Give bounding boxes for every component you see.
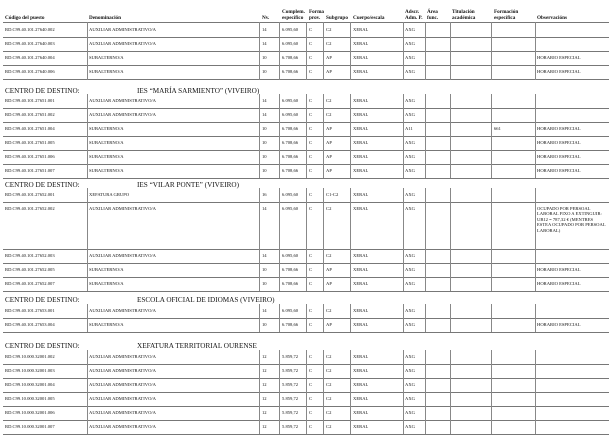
cell-forma-prov: C <box>309 396 313 401</box>
column-divider <box>403 22 404 80</box>
cell-adscripcion: AXG <box>405 354 415 359</box>
cell-complemento: 6.708,66 <box>282 154 299 159</box>
cell-subgrupo: AP <box>326 281 332 286</box>
column-divider <box>279 188 280 291</box>
column-divider <box>425 22 426 80</box>
column-divider <box>279 304 280 332</box>
cell-adscripcion: AXG <box>405 396 415 401</box>
column-divider <box>535 304 536 332</box>
cell-nivel: 10 <box>262 69 267 74</box>
column-divider <box>306 94 307 178</box>
cell-subgrupo: AP <box>326 267 332 272</box>
header-titulacion-l2: académica <box>452 15 476 21</box>
cell-denominacion: AUXILIAR ADMINISTRATIVO/A <box>89 382 156 387</box>
cell-forma-prov: C <box>309 281 313 286</box>
cell-nivel: 10 <box>262 126 267 131</box>
column-divider <box>306 22 307 80</box>
cell-codigo: RD.C99.40.101.27652.003 <box>5 253 55 258</box>
cell-complemento: 5.859,72 <box>282 396 299 401</box>
cell-cuerpo: XERAL <box>353 267 369 272</box>
cell-codigo: RD.C99.10.000.32001.004 <box>5 382 55 387</box>
column-divider <box>350 94 351 178</box>
cell-cuerpo: XERAL <box>353 424 369 429</box>
cell-forma-prov: C <box>309 308 313 313</box>
cell-adscripcion: AXG <box>405 206 415 211</box>
cell-denominacion: SUBALTERNO/A <box>89 267 124 272</box>
cell-codigo: RD.C99.40.101.27651.001 <box>5 98 55 103</box>
cell-cuerpo: XERAL <box>353 69 369 74</box>
cell-complemento: 6.708,66 <box>282 126 299 131</box>
cell-forma-prov: C <box>309 154 313 159</box>
cell-codigo: RD.C99.40.101.27653.001 <box>5 308 55 313</box>
cell-observaciones: HORARIO ESPECIAL <box>537 140 581 145</box>
cell-denominacion: AUXILIAR ADMINISTRATIVO/A <box>89 253 156 258</box>
cell-adscripcion: AXG <box>405 281 415 286</box>
column-divider <box>87 188 88 291</box>
cell-forma-prov: C <box>309 322 313 327</box>
cell-nivel: 12 <box>262 424 267 429</box>
cell-complemento: 6.095,60 <box>282 112 299 117</box>
centro-label: CENTRO DE DESTINO: <box>5 87 80 95</box>
cell-nivel: 12 <box>262 368 267 373</box>
cell-adscripcion: A11 <box>405 126 413 131</box>
column-divider <box>403 188 404 291</box>
cell-denominacion: AUXILIAR ADMINISTRATIVO/A <box>89 206 156 211</box>
column-divider <box>259 22 260 80</box>
column-divider <box>279 22 280 80</box>
cell-subgrupo: C2 <box>326 41 332 46</box>
cell-codigo: RD.C99.10.000.32001.002 <box>5 354 55 359</box>
cell-codigo: RD.C99.40.101.27640.002 <box>5 27 55 32</box>
header-observaciones: Observacións <box>537 15 567 21</box>
cell-cuerpo: XERAL <box>353 41 369 46</box>
cell-adscripcion: AXG <box>405 140 415 145</box>
cell-complemento: 6.095,60 <box>282 308 299 313</box>
cell-denominacion: AUXILIAR ADMINISTRATIVO/A <box>89 98 156 103</box>
column-divider <box>323 22 324 80</box>
column-divider <box>491 22 492 80</box>
column-divider <box>535 350 536 434</box>
cell-forma-prov: C <box>309 253 313 258</box>
cell-adscripcion: AXG <box>405 322 415 327</box>
cell-subgrupo: AP <box>326 126 332 131</box>
cell-forma-prov: C <box>309 112 313 117</box>
column-divider <box>491 188 492 291</box>
column-divider <box>350 188 351 291</box>
cell-codigo: RD.C99.40.101.27640.004 <box>5 55 55 60</box>
cell-nivel: 10 <box>262 322 267 327</box>
cell-forma-prov: C <box>309 69 313 74</box>
cell-subgrupo: C2 <box>326 98 332 103</box>
cell-codigo: RD.C99.40.101.27651.002 <box>5 112 55 117</box>
centro-label: CENTRO DE DESTINO: <box>5 296 80 304</box>
cell-observaciones: HORARIO ESPECIAL <box>537 154 581 159</box>
column-divider <box>279 350 280 434</box>
cell-denominacion: SUBALTERNO/A <box>89 281 124 286</box>
centro-name: IES “VILAR PONTE” (VIVEIRO) <box>137 181 240 189</box>
cell-codigo: RD.C99.40.101.27651.007 <box>5 168 55 173</box>
column-divider <box>535 94 536 178</box>
cell-complemento: 5.859,72 <box>282 382 299 387</box>
cell-forma-prov: C <box>309 267 313 272</box>
row-divider <box>3 291 609 292</box>
cell-codigo: RD.C99.40.101.27652.001 <box>5 192 55 197</box>
header-formacion-l1: Formación <box>494 9 519 15</box>
cell-subgrupo: C1-C2 <box>326 192 339 197</box>
cell-complemento: 6.095,60 <box>282 41 299 46</box>
cell-denominacion: AUXILIAR ADMINISTRATIVO/A <box>89 368 156 373</box>
cell-codigo: RD.C99.40.101.27640.003 <box>5 41 55 46</box>
cell-denominacion: SUBALTERNO/A <box>89 168 124 173</box>
cell-denominacion: AUXILIAR ADMINISTRATIVO/A <box>89 112 156 117</box>
column-divider <box>350 304 351 332</box>
column-divider <box>306 304 307 332</box>
column-divider <box>279 94 280 178</box>
cell-observaciones: OCUPADO POR PERSOAL LABORAL FIXO A EXTINGUIR: UB12 = 787,32 € (MENTRES ESTEA OCUPADO POR PERSOAL LABORAL) <box>537 206 606 233</box>
cell-complemento: 5.859,72 <box>282 354 299 359</box>
cell-denominacion: AUXILIAR ADMINISTRATIVO/A <box>89 354 156 359</box>
cell-forma-prov: C <box>309 424 313 429</box>
cell-denominacion: AUXILIAR ADMINISTRATIVO/A <box>89 424 156 429</box>
header-adscr-l1: Adscr. <box>405 9 420 15</box>
cell-forma-prov: C <box>309 98 313 103</box>
cell-complemento: 6.095,60 <box>282 192 299 197</box>
cell-subgrupo: AP <box>326 322 332 327</box>
cell-cuerpo: XERAL <box>353 354 369 359</box>
cell-denominacion: XEFATURA GRUPO <box>89 192 130 197</box>
cell-cuerpo: XERAL <box>353 410 369 415</box>
column-divider <box>491 304 492 332</box>
centro-name: ESCOLA OFICIAL DE IDIOMAS (VIVEIRO) <box>137 296 275 304</box>
cell-codigo: RD.C99.40.101.27653.004 <box>5 322 55 327</box>
column-divider <box>350 350 351 434</box>
cell-complemento: 6.095,60 <box>282 27 299 32</box>
header-codigo: Código del puesto <box>5 15 45 21</box>
header-forma-l1: Forma <box>309 9 324 15</box>
cell-complemento: 5.859,72 <box>282 410 299 415</box>
header-formacion-l2: específica <box>494 15 516 21</box>
cell-nivel: 10 <box>262 154 267 159</box>
column-divider <box>403 304 404 332</box>
cell-subgrupo: AP <box>326 168 332 173</box>
cell-codigo: RD.C99.10.000.32001.003 <box>5 368 55 373</box>
cell-cuerpo: XERAL <box>353 206 369 211</box>
cell-codigo: RD.C99.10.000.32001.005 <box>5 396 55 401</box>
cell-denominacion: SUBALTERNO/A <box>89 55 124 60</box>
column-divider <box>323 304 324 332</box>
cell-nivel: 10 <box>262 140 267 145</box>
cell-nivel: 10 <box>262 281 267 286</box>
cell-adscripcion: AXG <box>405 424 415 429</box>
row-divider <box>3 332 609 333</box>
cell-subgrupo: C2 <box>326 368 332 373</box>
cell-subgrupo: C2 <box>326 382 332 387</box>
cell-denominacion: SUBALTERNO/A <box>89 69 124 74</box>
cell-observaciones: HORARIO ESPECIAL <box>537 281 581 286</box>
header-denominacion: Denominación <box>89 15 121 21</box>
column-divider <box>323 350 324 434</box>
cell-complemento: 6.708,66 <box>282 322 299 327</box>
cell-forma-prov: C <box>309 206 313 211</box>
cell-codigo: RD.C99.40.101.27652.002 <box>5 206 55 211</box>
column-divider <box>87 304 88 332</box>
column-divider <box>403 350 404 434</box>
cell-observaciones: HORARIO ESPECIAL <box>537 69 581 74</box>
column-divider <box>450 188 451 291</box>
cell-complemento: 6.708,66 <box>282 281 299 286</box>
cell-codigo: RD.C99.40.101.27652.007 <box>5 281 55 286</box>
cell-adscripcion: AXG <box>405 98 415 103</box>
cell-subgrupo: AP <box>326 55 332 60</box>
cell-complemento: 6.708,66 <box>282 69 299 74</box>
column-divider <box>350 22 351 80</box>
cell-forma-prov: C <box>309 382 313 387</box>
column-divider <box>306 188 307 291</box>
cell-adscripcion: AXG <box>405 368 415 373</box>
cell-subgrupo: C2 <box>326 424 332 429</box>
cell-codigo: RD.C99.40.101.27640.006 <box>5 69 55 74</box>
cell-forma-prov: C <box>309 168 313 173</box>
column-divider <box>450 22 451 80</box>
column-divider <box>87 94 88 178</box>
column-divider <box>491 350 492 434</box>
cell-nivel: 14 <box>262 112 267 117</box>
column-divider <box>450 304 451 332</box>
column-divider <box>259 188 260 291</box>
cell-cuerpo: XERAL <box>353 55 369 60</box>
cell-cuerpo: XERAL <box>353 192 369 197</box>
cell-codigo: RD.C99.40.101.27652.005 <box>5 267 55 272</box>
cell-forma-prov: C <box>309 126 313 131</box>
cell-cuerpo: XERAL <box>353 396 369 401</box>
cell-adscripcion: AXG <box>405 253 415 258</box>
cell-nivel: 10 <box>262 267 267 272</box>
centro-label: CENTRO DE DESTINO: <box>5 181 80 189</box>
cell-complemento: 5.859,72 <box>282 424 299 429</box>
column-divider <box>87 350 88 434</box>
cell-complemento: 5.859,72 <box>282 368 299 373</box>
cell-forma-prov: C <box>309 41 313 46</box>
cell-subgrupo: C2 <box>326 27 332 32</box>
cell-subgrupo: AP <box>326 140 332 145</box>
header-area-l1: Área <box>427 9 438 15</box>
column-divider <box>535 22 536 80</box>
cell-adscripcion: AXG <box>405 41 415 46</box>
cell-nivel: 14 <box>262 206 267 211</box>
cell-subgrupo: AP <box>326 69 332 74</box>
cell-subgrupo: AP <box>326 154 332 159</box>
cell-nivel: 12 <box>262 410 267 415</box>
column-divider <box>425 94 426 178</box>
cell-denominacion: SUBALTERNO/A <box>89 154 124 159</box>
cell-cuerpo: XERAL <box>353 112 369 117</box>
header-complem-l1: Complem. <box>282 9 305 15</box>
cell-subgrupo: C2 <box>326 396 332 401</box>
cell-nivel: 16 <box>262 192 267 197</box>
header-area-l2: func. <box>427 15 439 21</box>
cell-forma-prov: C <box>309 140 313 145</box>
cell-adscripcion: AXG <box>405 112 415 117</box>
centro-label: CENTRO DE DESTINO: <box>5 342 80 350</box>
cell-cuerpo: XERAL <box>353 253 369 258</box>
cell-cuerpo: XERAL <box>353 281 369 286</box>
column-divider <box>450 94 451 178</box>
cell-subgrupo: C2 <box>326 410 332 415</box>
cell-complemento: 6.095,60 <box>282 98 299 103</box>
column-divider <box>491 94 492 178</box>
cell-codigo: RD.C99.40.101.27651.004 <box>5 126 55 131</box>
cell-codigo: RD.C99.40.101.27651.006 <box>5 154 55 159</box>
cell-codigo: RD.C99.40.101.27651.005 <box>5 140 55 145</box>
centro-name: IES “MARÍA SARMIENTO” (VIVEIRO) <box>137 87 260 95</box>
cell-formacion: 661 <box>494 126 501 131</box>
header-forma-l2: prov. <box>309 15 321 21</box>
cell-adscripcion: AXG <box>405 27 415 32</box>
cell-observaciones: HORARIO ESPECIAL <box>537 322 581 327</box>
cell-cuerpo: XERAL <box>353 27 369 32</box>
cell-complemento: 6.708,66 <box>282 267 299 272</box>
cell-forma-prov: C <box>309 354 313 359</box>
column-divider <box>259 350 260 434</box>
column-divider <box>535 188 536 291</box>
cell-cuerpo: XERAL <box>353 98 369 103</box>
cell-adscripcion: AXG <box>405 382 415 387</box>
cell-adscripcion: AXG <box>405 154 415 159</box>
cell-cuerpo: XERAL <box>353 126 369 131</box>
column-divider <box>425 304 426 332</box>
cell-adscripcion: AXG <box>405 308 415 313</box>
cell-subgrupo: C2 <box>326 354 332 359</box>
cell-adscripcion: AXG <box>405 69 415 74</box>
cell-complemento: 6.095,60 <box>282 253 299 258</box>
cell-subgrupo: C2 <box>326 206 332 211</box>
cell-denominacion: AUXILIAR ADMINISTRATIVO/A <box>89 410 156 415</box>
cell-complemento: 6.708,66 <box>282 168 299 173</box>
cell-adscripcion: AXG <box>405 168 415 173</box>
cell-denominacion: AUXILIAR ADMINISTRATIVO/A <box>89 396 156 401</box>
cell-nivel: 10 <box>262 55 267 60</box>
cell-denominacion: SUBALTERNO/A <box>89 140 124 145</box>
cell-observaciones: HORARIO ESPECIAL <box>537 168 581 173</box>
row-divider <box>3 178 609 179</box>
cell-cuerpo: XERAL <box>353 168 369 173</box>
cell-subgrupo: C2 <box>326 112 332 117</box>
header-complem-l2: específico <box>282 15 304 21</box>
cell-observaciones: HORARIO ESPECIAL <box>537 267 581 272</box>
cell-cuerpo: XERAL <box>353 154 369 159</box>
cell-cuerpo: XERAL <box>353 140 369 145</box>
header-titulacion-l1: Titulación <box>452 9 475 15</box>
cell-forma-prov: C <box>309 410 313 415</box>
cell-nivel: 14 <box>262 27 267 32</box>
cell-cuerpo: XERAL <box>353 322 369 327</box>
cell-complemento: 6.708,66 <box>282 140 299 145</box>
cell-adscripcion: AXG <box>405 192 415 197</box>
column-divider <box>87 22 88 80</box>
row-divider <box>3 434 609 435</box>
cell-nivel: 10 <box>262 168 267 173</box>
cell-denominacion: AUXILIAR ADMINISTRATIVO/A <box>89 41 156 46</box>
cell-denominacion: AUXILIAR ADMINISTRATIVO/A <box>89 27 156 32</box>
cell-complemento: 6.708,66 <box>282 55 299 60</box>
cell-nivel: 14 <box>262 308 267 313</box>
cell-denominacion: AUXILIAR ADMINISTRATIVO/A <box>89 308 156 313</box>
column-divider <box>425 188 426 291</box>
column-divider <box>403 94 404 178</box>
cell-observaciones: HORARIO ESPECIAL <box>537 126 581 131</box>
header-subgrupo: Subgrupo <box>326 15 348 21</box>
column-divider <box>306 350 307 434</box>
cell-subgrupo: C2 <box>326 253 332 258</box>
cell-nivel: 14 <box>262 41 267 46</box>
cell-forma-prov: C <box>309 192 313 197</box>
cell-forma-prov: C <box>309 368 313 373</box>
cell-adscripcion: AXG <box>405 410 415 415</box>
centro-name: XEFATURA TERRITORIAL OURENSE <box>137 342 257 350</box>
column-divider <box>425 350 426 434</box>
cell-cuerpo: XERAL <box>353 308 369 313</box>
cell-forma-prov: C <box>309 55 313 60</box>
header-cuerpo: Cuerpo/escala <box>353 15 385 21</box>
cell-denominacion: SUBALTERNO/A <box>89 322 124 327</box>
header-nivel: Nv. <box>262 15 270 21</box>
cell-cuerpo: XERAL <box>353 382 369 387</box>
column-divider <box>259 94 260 178</box>
cell-nivel: 12 <box>262 396 267 401</box>
column-divider <box>323 188 324 291</box>
cell-complemento: 6.095,60 <box>282 206 299 211</box>
column-divider <box>323 94 324 178</box>
cell-nivel: 14 <box>262 253 267 258</box>
column-divider <box>259 304 260 332</box>
cell-adscripcion: AXG <box>405 55 415 60</box>
cell-denominacion: SUBALTERNO/A <box>89 126 124 131</box>
cell-adscripcion: AXG <box>405 267 415 272</box>
header-adscr-l2: Adm. P. <box>405 15 423 21</box>
cell-nivel: 12 <box>262 354 267 359</box>
cell-observaciones: HORARIO ESPECIAL <box>537 55 581 60</box>
cell-codigo: RD.C99.10.000.32001.006 <box>5 410 55 415</box>
cell-cuerpo: XERAL <box>353 368 369 373</box>
column-divider <box>450 350 451 434</box>
cell-nivel: 12 <box>262 382 267 387</box>
cell-subgrupo: C2 <box>326 308 332 313</box>
cell-forma-prov: C <box>309 27 313 32</box>
cell-codigo: RD.C99.10.000.32001.007 <box>5 424 55 429</box>
cell-nivel: 14 <box>262 98 267 103</box>
